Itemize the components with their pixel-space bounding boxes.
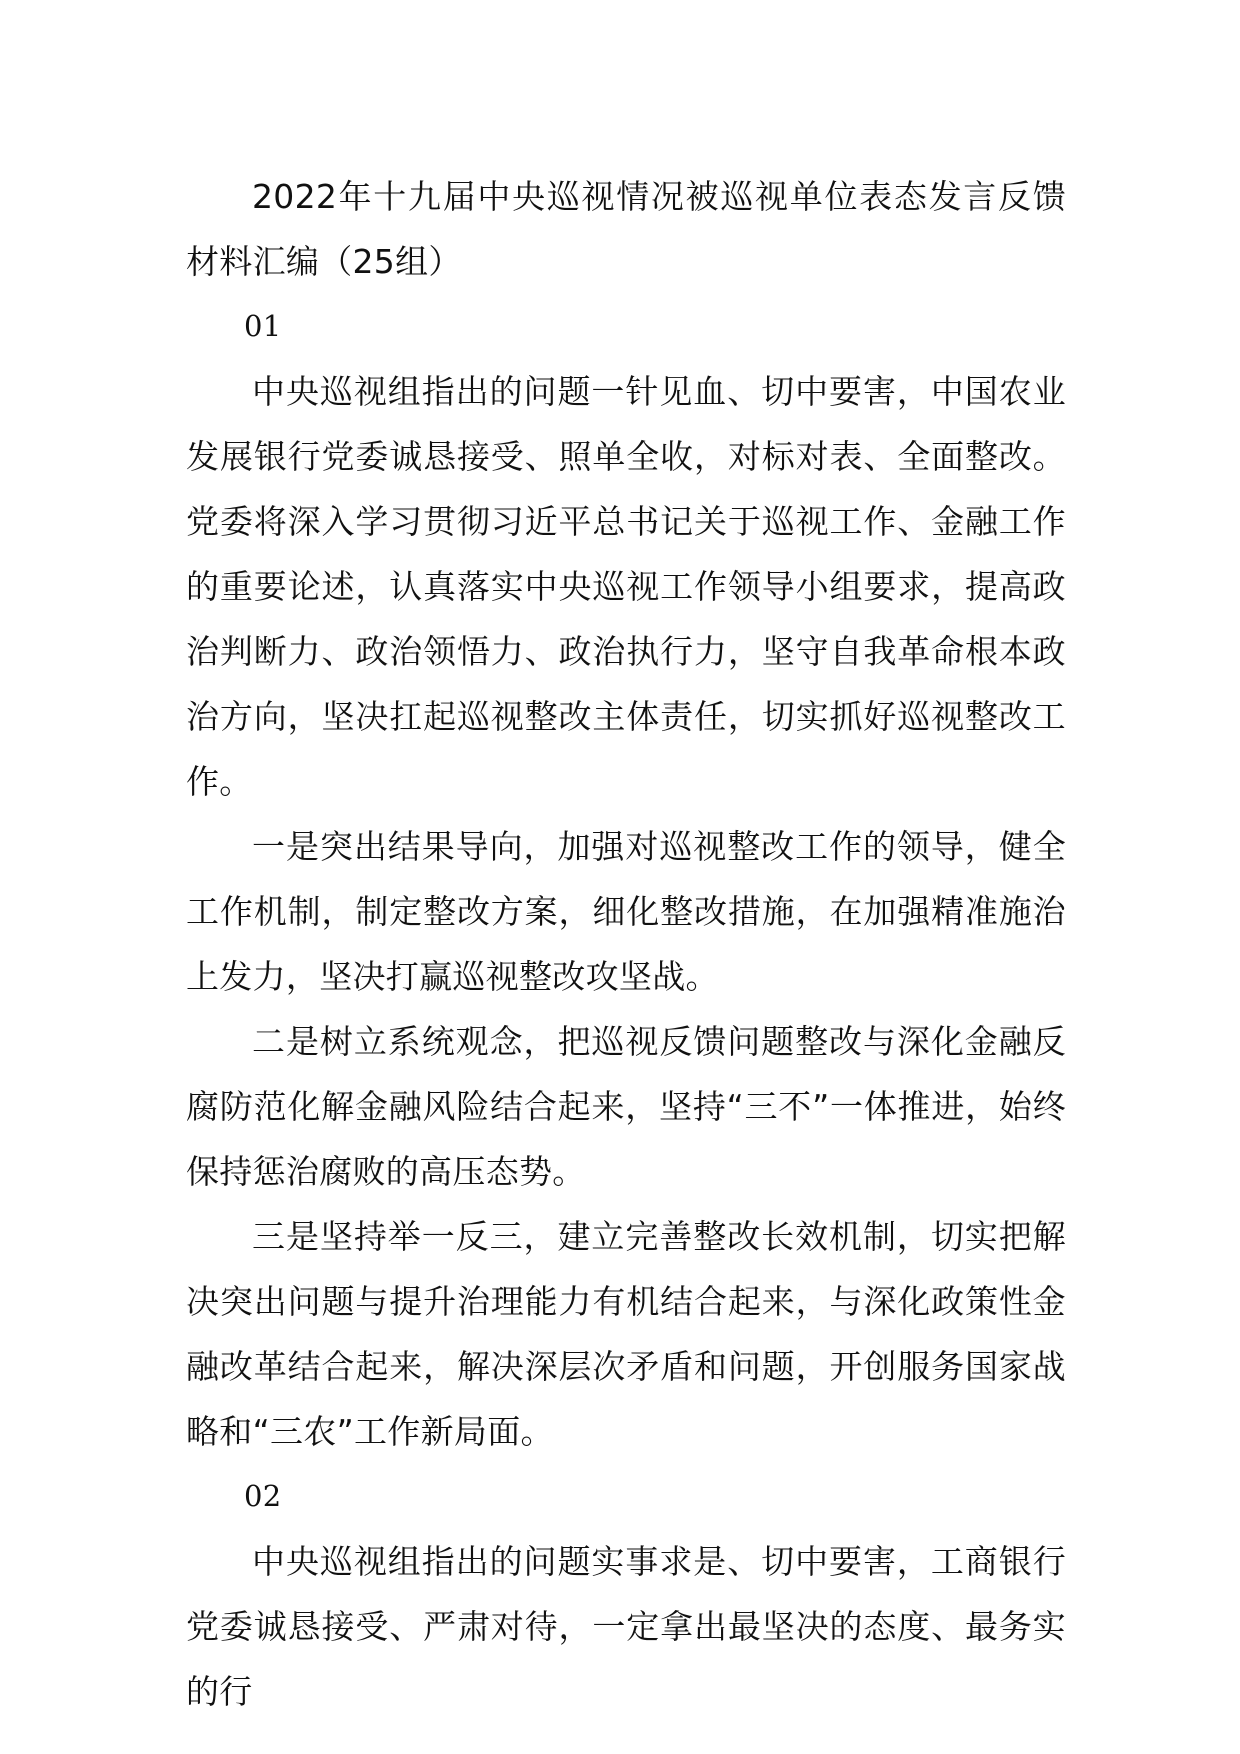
section-number-02: 02	[244, 1479, 282, 1513]
paragraph: 中央巡视组指出的问题一针见血、切中要害，中国农业发展银行党委诚恳接受、照单全收，对标对表、全面整改。党委将深入学习贯彻习近平总书记关于巡视工作、金融工作的重要论述，认真落实中央巡视工作领导小组要求，提高政治判断力、政治领悟力、政治执行力，坚守自我革命根本政治方向，坚决扛起巡视整改主体责任，切实抓好巡视整改工作。	[186, 372, 1066, 801]
paragraph: 二是树立系统观念，把巡视反馈问题整改与深化金融反腐防范化解金融风险结合起来，坚持“三不”一体推进，始终保持惩治腐败的高压态势。	[186, 1022, 1066, 1191]
section-number-01: 01	[244, 309, 282, 343]
document-title: 2022年十九届中央巡视情况被巡视单位表态发言反馈材料汇编（25组）	[186, 177, 1066, 281]
paragraph: 中央巡视组指出的问题实事求是、切中要害，工商银行党委诚恳接受、严肃对待，一定拿出最坚决的态度、最务实的行	[186, 1542, 1066, 1711]
document-body	[186, 164, 1066, 1724]
paragraph: 一是突出结果导向，加强对巡视整改工作的领导，健全工作机制，制定整改方案，细化整改措施，在加强精准施治上发力，坚决打赢巡视整改攻坚战。	[186, 827, 1066, 996]
paragraph: 三是坚持举一反三，建立完善整改长效机制，切实把解决突出问题与提升治理能力有机结合起来，与深化政策性金融改革结合起来，解决深层次矛盾和问题，开创服务国家战略和“三农”工作新局面。	[186, 1217, 1066, 1451]
